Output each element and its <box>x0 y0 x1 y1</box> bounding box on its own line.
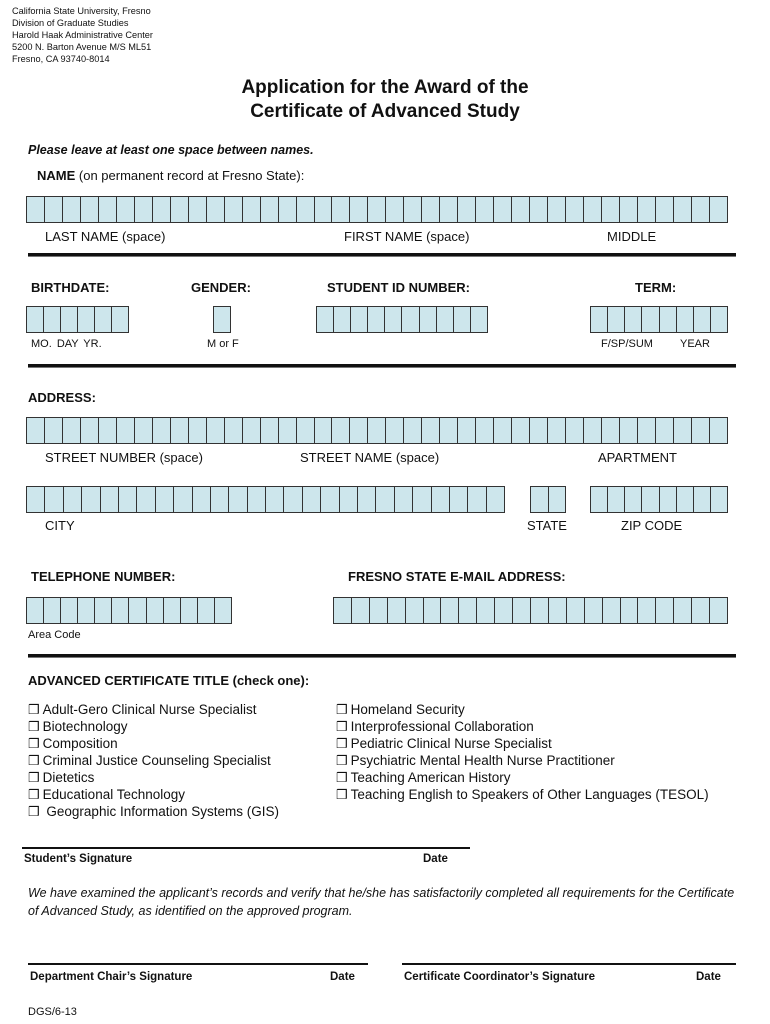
character-cell[interactable] <box>352 598 370 623</box>
character-cell[interactable] <box>402 307 419 332</box>
option-label: Interprofessional Collaboration <box>350 719 534 734</box>
name-label-suffix: (on permanent record at Fresno State): <box>75 168 305 183</box>
character-cell[interactable] <box>548 418 566 443</box>
option-adult-gero[interactable] <box>28 701 279 718</box>
street-address: 5200 N. Barton Avenue M/S ML51 <box>12 42 152 52</box>
character-cell[interactable] <box>261 197 279 222</box>
option-psychiatric[interactable] <box>336 752 709 769</box>
character-cell[interactable] <box>198 598 215 623</box>
character-cell[interactable] <box>181 598 198 623</box>
character-cell[interactable] <box>243 197 261 222</box>
character-cell[interactable] <box>350 418 368 443</box>
character-cell[interactable] <box>692 197 710 222</box>
option-label: Adult-Gero Clinical Nurse Specialist <box>42 702 257 717</box>
character-cell[interactable] <box>214 307 230 332</box>
character-cell[interactable] <box>694 487 711 512</box>
character-cell[interactable] <box>424 598 442 623</box>
character-cell[interactable] <box>147 598 164 623</box>
option-pediatric[interactable] <box>336 735 709 752</box>
character-cell[interactable] <box>620 197 638 222</box>
character-cell[interactable] <box>44 307 61 332</box>
character-cell[interactable] <box>459 598 477 623</box>
character-cell[interactable] <box>584 197 602 222</box>
character-cell[interactable] <box>395 487 413 512</box>
character-cell[interactable] <box>711 487 727 512</box>
last-name-caption: LAST NAME (space) <box>45 229 166 244</box>
option-label: Teaching English to Speakers of Other Languages (TESOL) <box>350 787 709 802</box>
zip-caption: ZIP CODE <box>621 518 683 533</box>
character-cell[interactable] <box>215 598 231 623</box>
character-cell[interactable] <box>638 197 656 222</box>
character-cell[interactable] <box>660 487 677 512</box>
character-cell[interactable] <box>638 598 656 623</box>
character-cell[interactable] <box>677 487 694 512</box>
character-cell[interactable] <box>297 418 315 443</box>
character-cell[interactable] <box>164 598 181 623</box>
character-cell[interactable] <box>692 418 710 443</box>
character-cell[interactable] <box>171 418 189 443</box>
gender-input-box[interactable] <box>213 306 231 333</box>
middle-name-caption: MIDDLE <box>607 229 657 244</box>
character-cell[interactable] <box>279 418 297 443</box>
character-cell[interactable] <box>512 418 530 443</box>
character-cell[interactable] <box>566 418 584 443</box>
student-signature-label: Student’s Signature <box>24 853 133 865</box>
option-label: Composition <box>42 736 118 751</box>
zip-input-boxes[interactable] <box>590 486 728 513</box>
option-label: Biotechnology <box>42 719 128 734</box>
section-divider <box>28 253 736 257</box>
character-cell[interactable] <box>603 598 621 623</box>
option-label: Psychiatric Mental Health Nurse Practitioner <box>350 753 615 768</box>
character-cell[interactable] <box>61 307 78 332</box>
character-cell[interactable] <box>674 197 692 222</box>
gender-hint: M or F <box>207 338 239 350</box>
character-cell[interactable] <box>211 487 229 512</box>
character-cell[interactable] <box>266 487 284 512</box>
character-cell[interactable] <box>95 307 112 332</box>
character-cell[interactable] <box>674 418 692 443</box>
character-cell[interactable] <box>710 598 727 623</box>
term-input-boxes[interactable] <box>590 306 728 333</box>
student-signature-line[interactable] <box>22 847 470 849</box>
character-cell[interactable] <box>27 307 44 332</box>
option-label: Geographic Information Systems (GIS) <box>42 804 279 819</box>
checkbox-icon[interactable]: ❒ <box>336 770 348 785</box>
character-cell[interactable] <box>530 418 548 443</box>
character-cell[interactable] <box>99 418 117 443</box>
character-cell[interactable] <box>303 487 321 512</box>
character-cell[interactable] <box>437 307 454 332</box>
character-cell[interactable] <box>370 598 388 623</box>
character-cell[interactable] <box>189 197 207 222</box>
character-cell[interactable] <box>45 487 63 512</box>
checkbox-icon[interactable]: ❒ <box>28 787 40 802</box>
option-label: Teaching American History <box>350 770 511 785</box>
character-cell[interactable] <box>64 487 82 512</box>
character-cell[interactable] <box>477 598 495 623</box>
character-cell[interactable] <box>156 487 174 512</box>
character-cell[interactable] <box>315 197 333 222</box>
state-input-boxes[interactable] <box>530 486 566 513</box>
character-cell[interactable] <box>332 197 350 222</box>
character-cell[interactable] <box>566 197 584 222</box>
character-cell[interactable] <box>332 418 350 443</box>
character-cell[interactable] <box>548 197 566 222</box>
title-line-2: Certificate of Advanced Study <box>250 101 520 122</box>
character-cell[interactable] <box>321 487 339 512</box>
character-cell[interactable] <box>567 598 585 623</box>
character-cell[interactable] <box>608 487 625 512</box>
option-educational-technology[interactable] <box>28 786 279 803</box>
character-cell[interactable] <box>112 598 129 623</box>
character-cell[interactable] <box>602 197 620 222</box>
apartment-caption: APARTMENT <box>598 450 677 465</box>
character-cell[interactable] <box>368 307 385 332</box>
character-cell[interactable] <box>27 418 45 443</box>
character-cell[interactable] <box>63 197 81 222</box>
character-cell[interactable] <box>620 418 638 443</box>
chair-signature-label: Department Chair’s Signature <box>30 971 193 983</box>
option-dietetics[interactable] <box>28 769 279 786</box>
telephone-label: TELEPHONE NUMBER: <box>31 569 176 584</box>
character-cell[interactable] <box>119 487 137 512</box>
university-name: California State University, Fresno <box>12 6 151 16</box>
character-cell[interactable] <box>422 197 440 222</box>
character-cell[interactable] <box>710 197 727 222</box>
section-divider <box>28 364 736 368</box>
character-cell[interactable] <box>99 197 117 222</box>
character-cell[interactable] <box>385 307 402 332</box>
character-cell[interactable] <box>404 418 422 443</box>
character-cell[interactable] <box>112 307 128 332</box>
option-criminal-justice[interactable] <box>28 752 279 769</box>
character-cell[interactable] <box>512 197 530 222</box>
character-cell[interactable] <box>432 487 450 512</box>
checkbox-icon[interactable]: ❒ <box>28 702 40 717</box>
certificate-options-right <box>336 701 709 803</box>
character-cell[interactable] <box>153 197 171 222</box>
character-cell[interactable] <box>225 197 243 222</box>
character-cell[interactable] <box>27 197 45 222</box>
city-address: Fresno, CA 93740-8014 <box>12 54 110 64</box>
character-cell[interactable] <box>229 487 247 512</box>
character-cell[interactable] <box>386 197 404 222</box>
street-name-caption: STREET NAME (space) <box>300 450 440 465</box>
birthdate-input-boxes[interactable] <box>26 306 129 333</box>
character-cell[interactable] <box>135 418 153 443</box>
character-cell[interactable] <box>494 418 512 443</box>
character-cell[interactable] <box>530 197 548 222</box>
character-cell[interactable] <box>334 307 351 332</box>
character-cell[interactable] <box>420 307 437 332</box>
character-cell[interactable] <box>351 307 368 332</box>
checkbox-icon[interactable]: ❒ <box>336 702 348 717</box>
option-label: Criminal Justice Counseling Specialist <box>42 753 271 768</box>
character-cell[interactable] <box>82 487 100 512</box>
character-cell[interactable] <box>694 307 711 332</box>
name-label-bold: NAME <box>37 168 76 183</box>
character-cell[interactable] <box>279 197 297 222</box>
option-american-history[interactable] <box>336 769 709 786</box>
checkbox-icon[interactable]: ❒ <box>28 804 40 819</box>
character-cell[interactable] <box>487 487 504 512</box>
certificate-title-label: ADVANCED CERTIFICATE TITLE (check one): <box>28 673 310 688</box>
character-cell[interactable] <box>458 197 476 222</box>
character-cell[interactable] <box>549 487 566 512</box>
character-cell[interactable] <box>549 598 567 623</box>
character-cell[interactable] <box>193 487 211 512</box>
character-cell[interactable] <box>117 197 135 222</box>
character-cell[interactable] <box>368 418 386 443</box>
building-name: Harold Haak Administrative Center <box>12 30 153 40</box>
character-cell[interactable] <box>531 487 549 512</box>
character-cell[interactable] <box>584 418 602 443</box>
character-cell[interactable] <box>440 418 458 443</box>
character-cell[interactable] <box>674 598 692 623</box>
character-cell[interactable] <box>78 598 95 623</box>
character-cell[interactable] <box>468 487 486 512</box>
checkbox-icon[interactable]: ❒ <box>28 736 40 751</box>
character-cell[interactable] <box>585 598 603 623</box>
character-cell[interactable] <box>454 307 471 332</box>
character-cell[interactable] <box>45 197 63 222</box>
character-cell[interactable] <box>625 307 642 332</box>
character-cell[interactable] <box>413 487 431 512</box>
character-cell[interactable] <box>494 197 512 222</box>
character-cell[interactable] <box>207 197 225 222</box>
character-cell[interactable] <box>129 598 146 623</box>
character-cell[interactable] <box>171 197 189 222</box>
character-cell[interactable] <box>45 418 63 443</box>
character-cell[interactable] <box>61 598 78 623</box>
gender-label: GENDER: <box>191 280 251 295</box>
character-cell[interactable] <box>710 418 727 443</box>
option-homeland-security[interactable] <box>336 701 709 718</box>
coordinator-date-label: Date <box>696 971 721 983</box>
email-label: FRESNO STATE E-MAIL ADDRESS: <box>348 569 566 584</box>
character-cell[interactable] <box>450 487 468 512</box>
character-cell[interactable] <box>137 487 155 512</box>
chair-signature-line[interactable] <box>28 963 368 965</box>
character-cell[interactable] <box>334 598 352 623</box>
character-cell[interactable] <box>458 418 476 443</box>
birthdate-label: BIRTHDATE: <box>31 280 110 295</box>
student-date-label: Date <box>423 853 448 865</box>
email-input-boxes[interactable] <box>333 597 728 624</box>
form-code: DGS/6-13 <box>28 1006 77 1018</box>
verification-statement: We have examined the applicant’s records and verify that he/she has satisfactorily completed all requirements for the Certificate of Advanced Study, as identified on the approved program. <box>28 886 735 918</box>
character-cell[interactable] <box>27 598 44 623</box>
character-cell[interactable] <box>243 418 261 443</box>
character-cell[interactable] <box>513 598 531 623</box>
option-label: Educational Technology <box>42 787 186 802</box>
name-instruction: Please leave at least one space between names. <box>28 143 314 157</box>
character-cell[interactable] <box>340 487 358 512</box>
state-caption: STATE <box>527 518 567 533</box>
character-cell[interactable] <box>404 197 422 222</box>
certificate-options-left <box>28 701 279 820</box>
checkbox-icon[interactable]: ❒ <box>336 753 348 768</box>
character-cell[interactable] <box>63 418 81 443</box>
character-cell[interactable] <box>476 418 494 443</box>
city-input-boxes[interactable] <box>26 486 505 513</box>
student-id-input-boxes[interactable] <box>316 306 488 333</box>
name-label <box>37 168 304 183</box>
character-cell[interactable] <box>81 197 99 222</box>
character-cell[interactable] <box>358 487 376 512</box>
character-cell[interactable] <box>642 487 659 512</box>
character-cell[interactable] <box>642 307 659 332</box>
character-cell[interactable] <box>207 418 225 443</box>
checkbox-icon[interactable]: ❒ <box>336 736 348 751</box>
character-cell[interactable] <box>117 418 135 443</box>
checkbox-icon[interactable]: ❒ <box>28 719 40 734</box>
character-cell[interactable] <box>656 598 674 623</box>
term-label: TERM: <box>635 280 677 295</box>
area-code-hint: Area Code <box>28 629 81 641</box>
character-cell[interactable] <box>471 307 487 332</box>
street-input-boxes[interactable] <box>26 417 728 444</box>
character-cell[interactable] <box>248 487 266 512</box>
city-caption: CITY <box>45 518 75 533</box>
character-cell[interactable] <box>608 307 625 332</box>
character-cell[interactable] <box>189 418 207 443</box>
character-cell[interactable] <box>677 307 694 332</box>
character-cell[interactable] <box>376 487 394 512</box>
character-cell[interactable] <box>261 418 279 443</box>
checkbox-icon[interactable]: ❒ <box>336 719 348 734</box>
address-label: ADDRESS: <box>28 390 96 405</box>
character-cell[interactable] <box>621 598 639 623</box>
division-name: Division of Graduate Studies <box>12 18 129 28</box>
checkbox-icon[interactable]: ❒ <box>28 753 40 768</box>
character-cell[interactable] <box>656 418 674 443</box>
page-title <box>0 76 770 124</box>
character-cell[interactable] <box>692 598 710 623</box>
character-cell[interactable] <box>422 418 440 443</box>
checkbox-icon[interactable]: ❒ <box>336 787 348 802</box>
option-composition[interactable] <box>28 735 279 752</box>
student-id-label: STUDENT ID NUMBER: <box>327 280 470 295</box>
character-cell[interactable] <box>284 487 302 512</box>
character-cell[interactable] <box>78 307 95 332</box>
character-cell[interactable] <box>406 598 424 623</box>
street-number-caption: STREET NUMBER (space) <box>45 450 203 465</box>
name-input-boxes[interactable] <box>26 196 728 223</box>
telephone-input-boxes[interactable] <box>26 597 232 624</box>
option-label: Dietetics <box>42 770 95 785</box>
character-cell[interactable] <box>81 418 99 443</box>
character-cell[interactable] <box>95 598 112 623</box>
university-address <box>12 5 153 65</box>
term-season-hint: F/SP/SUM <box>601 338 653 350</box>
character-cell[interactable] <box>174 487 192 512</box>
character-cell[interactable] <box>625 487 642 512</box>
chair-date-label: Date <box>330 971 355 983</box>
character-cell[interactable] <box>350 197 368 222</box>
option-gis[interactable] <box>28 803 279 820</box>
character-cell[interactable] <box>297 197 315 222</box>
character-cell[interactable] <box>531 598 549 623</box>
character-cell[interactable] <box>317 307 334 332</box>
character-cell[interactable] <box>495 598 513 623</box>
coordinator-signature-label: Certificate Coordinator’s Signature <box>404 971 596 983</box>
character-cell[interactable] <box>386 418 404 443</box>
character-cell[interactable] <box>591 487 608 512</box>
option-label: Homeland Security <box>350 702 465 717</box>
first-name-caption: FIRST NAME (space) <box>344 229 470 244</box>
character-cell[interactable] <box>153 418 171 443</box>
character-cell[interactable] <box>476 197 494 222</box>
character-cell[interactable] <box>440 197 458 222</box>
option-biotechnology[interactable] <box>28 718 279 735</box>
character-cell[interactable] <box>27 487 45 512</box>
checkbox-icon[interactable]: ❒ <box>28 770 40 785</box>
character-cell[interactable] <box>602 418 620 443</box>
character-cell[interactable] <box>135 197 153 222</box>
character-cell[interactable] <box>225 418 243 443</box>
character-cell[interactable] <box>638 418 656 443</box>
character-cell[interactable] <box>368 197 386 222</box>
character-cell[interactable] <box>44 598 61 623</box>
coordinator-signature-line[interactable] <box>402 963 736 965</box>
character-cell[interactable] <box>441 598 459 623</box>
option-interprofessional[interactable] <box>336 718 709 735</box>
section-divider <box>28 654 736 658</box>
title-line-1: Application for the Award of the <box>241 77 529 98</box>
character-cell[interactable] <box>315 418 333 443</box>
character-cell[interactable] <box>660 307 677 332</box>
term-year-hint: YEAR <box>680 338 710 350</box>
option-label: Pediatric Clinical Nurse Specialist <box>350 736 552 751</box>
character-cell[interactable] <box>711 307 727 332</box>
birthdate-hint: MO. DAY YR. <box>31 338 102 350</box>
option-tesol[interactable] <box>336 786 709 803</box>
character-cell[interactable] <box>591 307 608 332</box>
character-cell[interactable] <box>656 197 674 222</box>
character-cell[interactable] <box>101 487 119 512</box>
character-cell[interactable] <box>388 598 406 623</box>
